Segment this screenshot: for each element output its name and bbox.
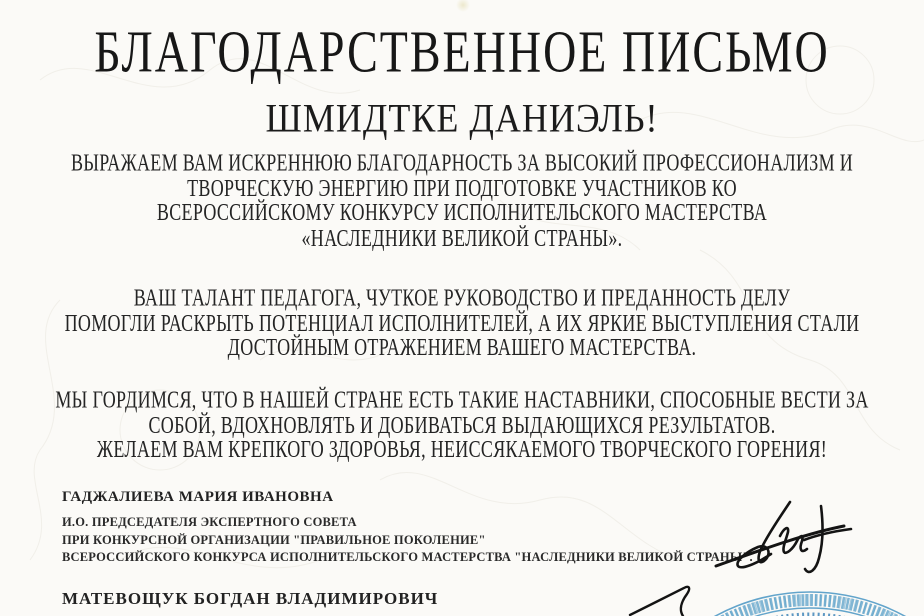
signatory1-role-line: ВСЕРОССИЙСКОГО КОНКУРСА ИСПОЛНИТЕЛЬСКОГО МАСТЕРСТВА "НАСЛЕДНИКИ ВЕЛИКОЙ СТРАНЫ". [62, 550, 753, 564]
recipient-name: ШМИДТКЕ ДАНИЭЛЬ! [265, 95, 659, 141]
paragraph-line: ТВОРЧЕСКУЮ ЭНЕРГИЮ ПРИ ПОДГОТОВКЕ УЧАСТНИКОВ КО [187, 173, 737, 201]
handwritten-signature-1 [708, 488, 858, 583]
paragraph-line: ВЫРАЖАЕМ ВАМ ИСКРЕННЮЮ БЛАГОДАРНОСТЬ ЗА ВЫСОКИЙ ПРОФЕССИОНАЛИЗМ И [70, 148, 854, 176]
paragraph-line: ЖЕЛАЕМ ВАМ КРЕПКОГО ЗДОРОВЬЯ, НЕИССЯКАЕМОГО ТВОРЧЕСКОГО ГОРЕНИЯ! [96, 435, 828, 463]
paragraph-line: ВСЕРОССИЙСКОМУ КОНКУРСУ ИСПОЛНИТЕЛЬСКОГО МАСТЕРСТВА [156, 198, 768, 226]
document-title: БЛАГОДАРСТВЕННОЕ ПИСЬМО [94, 18, 830, 85]
paragraph-talent [0, 285, 924, 360]
paragraph-wishes [0, 387, 924, 462]
signatory1-role-line: И.О. ПРЕДСЕДАТЕЛЯ ЭКСПЕРТНОГО СОВЕТА [62, 515, 357, 529]
faded-top-ornament [456, 0, 470, 12]
paragraph-line: СОБОЙ, ВДОХНОВЛЯТЬ И ДОБИВАТЬСЯ ВЫДАЮЩИХСЯ РЕЗУЛЬТАТОВ. [148, 410, 776, 438]
paragraph-line: ДОСТОЙНЫМ ОТРАЖЕНИЕМ ВАШЕГО МАСТЕРСТВА. [227, 333, 697, 361]
official-seal [610, 590, 924, 616]
paragraph-line: ВАШ ТАЛАНТ ПЕДАГОГА, ЧУТКОЕ РУКОВОДСТВО И ПРЕДАННОСТЬ ДЕЛУ [133, 283, 791, 311]
signatory1-name: ГАДЖАЛИЕВА МАРИЯ ИВАНОВНА [62, 489, 334, 505]
signatory1-role-line: ПРИ КОНКУРСНОЙ ОРГАНИЗАЦИИ "ПРАВИЛЬНОЕ ПОКОЛЕНИЕ" [62, 532, 486, 547]
paragraph-gratitude [0, 150, 924, 250]
paragraph-line: «НАСЛЕДНИКИ ВЕЛИКОЙ СТРАНЫ». [301, 223, 623, 251]
signatory2-name: МАТЕВОЩУК БОГДАН ВЛАДИМИРОВИЧ [62, 589, 439, 608]
signatory1-role [62, 514, 753, 567]
paragraph-line: МЫ ГОРДИМСЯ, ЧТО В НАШЕЙ СТРАНЕ ЕСТЬ ТАКИЕ НАСТАВНИКИ, СПОСОБНЫЕ ВЕСТИ ЗА [55, 385, 869, 413]
paragraph-line: ПОМОГЛИ РАСКРЫТЬ ПОТЕНЦИАЛ ИСПОЛНИТЕЛЕЙ, А ИХ ЯРКИЕ ВЫСТУПЛЕНИЯ СТАЛИ [64, 308, 860, 336]
